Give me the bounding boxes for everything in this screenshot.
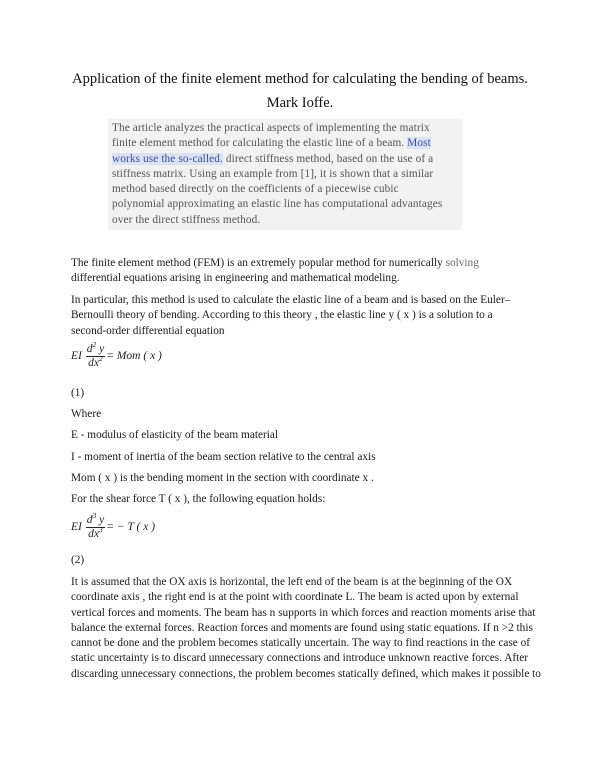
- formula-rhs: = Mom ( x ): [106, 350, 162, 363]
- paragraph-line: coordinate axis , the right end is at the point with coordinate L. The beam is acted upon by external: [71, 591, 519, 604]
- paragraph-text: solving: [442, 257, 479, 269]
- equation-label: (1): [71, 387, 85, 399]
- abstract-block: [108, 119, 462, 230]
- definition-e: E - modulus of elasticity of the beam material: [71, 429, 279, 441]
- paragraph-fem-intro: [71, 256, 541, 287]
- definition-mom: Mom ( x ) is the bending moment in the section with coordinate x .: [71, 472, 374, 484]
- paragraph-euler-bernoulli: [71, 293, 541, 339]
- paragraph-line: In particular, this method is used to calculate the elastic line of a beam and is based on the Euler–: [71, 294, 511, 306]
- abstract-text: finite element method for calculating the elastic line of a beam.: [112, 137, 405, 150]
- paragraph-line: second-order differential equation: [71, 324, 225, 337]
- abstract-line: The article analyzes the practical aspects of implementing the matrix: [112, 122, 430, 134]
- paragraph-line: Bernoulli theory of bending. According to this theory , the elastic line y ( x ) is a solution to a: [71, 309, 493, 322]
- abstract-line: stiffness matrix. Using an example from [1], it is shown that a similar: [112, 167, 434, 180]
- paragraph-line: discarding unnecessary connections, the problem becomes statically defined, which makes it possible to: [71, 667, 541, 680]
- paragraph-line: differential equations arising in engineering and mathematical modeling.: [71, 272, 400, 285]
- fraction-denominator: $dx^3$: [88, 525, 103, 540]
- paragraph-line: vertical forces and moments. The beam has n supports in which forces and reaction moments arise that: [71, 606, 536, 619]
- equation-1: [71, 340, 162, 370]
- abstract-line: [112, 136, 458, 151]
- formula-lhs: EI: [71, 521, 82, 534]
- fraction-denominator: $dx^2$: [88, 354, 103, 369]
- abstract-line: method based directly on the coefficients of a piecewise cubic: [112, 183, 399, 196]
- paragraph-line: balance the external forces. Reaction forces and moments are found using static equations. If n >2 this: [71, 621, 533, 634]
- abstract-line: [112, 152, 458, 167]
- definition-i: I - moment of inertia of the beam section relative to the central axis: [71, 451, 376, 463]
- equation-2: [71, 511, 156, 541]
- fraction-numerator: $d^3$ y: [86, 511, 105, 526]
- shear-intro: For the shear force T ( x ), the following equation holds:: [71, 493, 326, 505]
- fraction-numerator: $d^2$ y: [86, 340, 105, 355]
- paragraph-line: [71, 256, 541, 271]
- paper-title: Application of the finite element method for calculating the bending of beams.: [72, 71, 528, 87]
- paragraph-beam-assumptions: [71, 575, 541, 682]
- abstract-line: polynomial approximating an elastic line has computational advantages: [112, 198, 443, 211]
- formula-lhs: EI: [71, 350, 82, 363]
- paragraph-line: cannot be done and the problem becomes statically uncertain. The way to find reactions in the case of: [71, 637, 531, 650]
- author-name: Mark Ioffe.: [266, 95, 334, 111]
- where-label: Where: [71, 408, 102, 420]
- fraction: [86, 511, 105, 541]
- paragraph-line: static uncertainty is to discard unnecessary connections and introduce unknown reactive forces. After: [71, 652, 529, 665]
- abstract-line: over the direct stiffness method.: [112, 213, 261, 226]
- formula-rhs: = − T ( x ): [106, 521, 156, 534]
- highlighted-text[interactable]: works use the so-called.: [112, 152, 223, 165]
- abstract-text: direct stiffness method, based on the use of a: [222, 152, 434, 165]
- paragraph-text: The finite element method (FEM) is an extremely popular method for numerically: [71, 257, 443, 269]
- fraction: [86, 340, 105, 370]
- paragraph-line: It is assumed that the OX axis is horizontal, the left end of the beam is at the beginning of the OX: [71, 576, 513, 588]
- highlighted-text[interactable]: Most: [407, 137, 431, 150]
- equation-label: (2): [71, 554, 85, 566]
